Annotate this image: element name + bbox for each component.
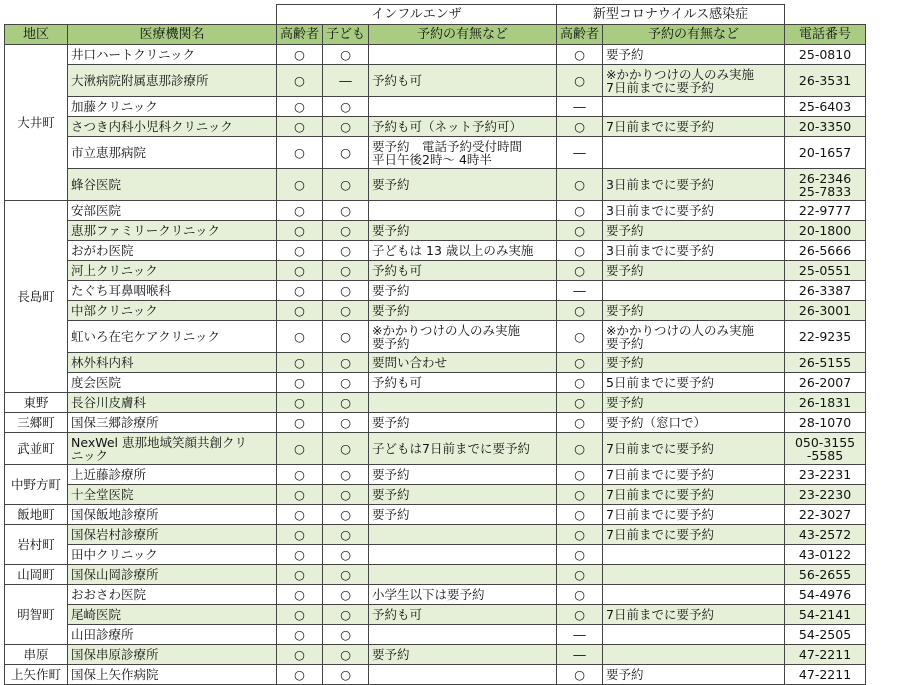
district-cell: 山岡町 bbox=[5, 565, 68, 585]
covid-elderly-cell: ○ bbox=[557, 505, 603, 525]
covid-elderly-cell: ― bbox=[557, 645, 603, 665]
influenza-children-cell: ○ bbox=[323, 545, 369, 565]
table-row bbox=[5, 221, 866, 241]
covid-notes-cell: 要予約 bbox=[603, 301, 785, 321]
influenza-children-cell: ○ bbox=[323, 505, 369, 525]
influenza-notes-cell bbox=[369, 393, 557, 413]
facility-name-cell: 田中クリニック bbox=[68, 545, 277, 565]
phone-cell: 47-2211 bbox=[785, 645, 866, 665]
covid-elderly-cell: ○ bbox=[557, 525, 603, 545]
covid-notes-cell: ※かかりつけの人のみ実施 要予約 bbox=[603, 321, 785, 353]
influenza-elderly-cell: ○ bbox=[277, 321, 323, 353]
table-row bbox=[5, 137, 866, 169]
covid-elderly-cell: ○ bbox=[557, 169, 603, 201]
district-cell: 明智町 bbox=[5, 585, 68, 645]
table-row bbox=[5, 241, 866, 261]
covid-notes-cell: 要予約 bbox=[603, 353, 785, 373]
influenza-notes-cell: 要予約 電話予約受付時間 平日午後2時～ 4時半 bbox=[369, 137, 557, 169]
district-cell: 中野方町 bbox=[5, 465, 68, 505]
phone-cell: 25-6403 bbox=[785, 97, 866, 117]
facility-name-cell: 度会医院 bbox=[68, 373, 277, 393]
influenza-children-cell: ○ bbox=[323, 373, 369, 393]
influenza-children-cell: ○ bbox=[323, 353, 369, 373]
facility-name-cell: 井口ハートクリニック bbox=[68, 45, 277, 65]
influenza-elderly-cell: ○ bbox=[277, 465, 323, 485]
phone-cell: 20-3350 bbox=[785, 117, 866, 137]
influenza-notes-cell bbox=[369, 45, 557, 65]
covid-notes-cell bbox=[603, 565, 785, 585]
covid-elderly-cell: ○ bbox=[557, 117, 603, 137]
district-cell: 串原 bbox=[5, 645, 68, 665]
group-header-influenza: インフルエンザ bbox=[277, 5, 557, 25]
district-cell: 三郷町 bbox=[5, 413, 68, 433]
influenza-notes-cell: 要予約 bbox=[369, 169, 557, 201]
influenza-children-cell: ○ bbox=[323, 625, 369, 645]
table-row bbox=[5, 117, 866, 137]
covid-elderly-cell: ○ bbox=[557, 241, 603, 261]
covid-elderly-cell: ― bbox=[557, 281, 603, 301]
facility-name-cell: 十全堂医院 bbox=[68, 485, 277, 505]
covid-notes-cell: 7日前までに要予約 bbox=[603, 433, 785, 465]
covid-notes-cell: 要予約 bbox=[603, 665, 785, 685]
covid-elderly-cell: ○ bbox=[557, 353, 603, 373]
covid-notes-cell bbox=[603, 137, 785, 169]
influenza-children-cell: ○ bbox=[323, 241, 369, 261]
facility-name-cell: 国保三郷診療所 bbox=[68, 413, 277, 433]
covid-elderly-cell: ○ bbox=[557, 65, 603, 97]
table-row bbox=[5, 393, 866, 413]
influenza-children-cell: ○ bbox=[323, 485, 369, 505]
influenza-elderly-cell: ○ bbox=[277, 301, 323, 321]
column-header-facility: 医療機関名 bbox=[68, 25, 277, 45]
influenza-notes-cell: 予約も可 bbox=[369, 605, 557, 625]
influenza-elderly-cell: ○ bbox=[277, 545, 323, 565]
phone-cell: 47-2211 bbox=[785, 665, 866, 685]
header-spacer bbox=[5, 5, 277, 25]
influenza-children-cell: ○ bbox=[323, 645, 369, 665]
table-row bbox=[5, 485, 866, 505]
influenza-notes-cell: 小学生以下は要予約 bbox=[369, 585, 557, 605]
influenza-children-cell: ○ bbox=[323, 393, 369, 413]
facility-name-cell: 林外科内科 bbox=[68, 353, 277, 373]
phone-cell: 26-3531 bbox=[785, 65, 866, 97]
covid-notes-cell: 要予約 bbox=[603, 45, 785, 65]
influenza-notes-cell: 予約も可（ネット予約可） bbox=[369, 117, 557, 137]
covid-elderly-cell: ○ bbox=[557, 665, 603, 685]
covid-elderly-cell: ― bbox=[557, 625, 603, 645]
covid-elderly-cell: ― bbox=[557, 97, 603, 117]
influenza-elderly-cell: ○ bbox=[277, 45, 323, 65]
covid-notes-cell: 要予約 bbox=[603, 393, 785, 413]
influenza-elderly-cell: ○ bbox=[277, 605, 323, 625]
covid-notes-cell: 7日前までに要予約 bbox=[603, 525, 785, 545]
influenza-children-cell: ○ bbox=[323, 605, 369, 625]
column-header-elderly: 高齢者 bbox=[277, 25, 323, 45]
influenza-elderly-cell: ○ bbox=[277, 97, 323, 117]
phone-cell: 22-9777 bbox=[785, 201, 866, 221]
covid-notes-cell: 7日前までに要予約 bbox=[603, 465, 785, 485]
influenza-elderly-cell: ○ bbox=[277, 625, 323, 645]
covid-notes-cell: 要予約 bbox=[603, 261, 785, 281]
covid-notes-cell: 要予約（窓口で） bbox=[603, 413, 785, 433]
column-header-influenza-notes: 予約の有無など bbox=[369, 25, 557, 45]
influenza-children-cell: ○ bbox=[323, 117, 369, 137]
influenza-notes-cell: 子どもは 13 歳以上のみ実施 bbox=[369, 241, 557, 261]
covid-notes-cell: 3日前までに要予約 bbox=[603, 169, 785, 201]
column-header-covid-notes: 予約の有無など bbox=[603, 25, 785, 45]
table-row bbox=[5, 97, 866, 117]
facility-name-cell: 国保串原診療所 bbox=[68, 645, 277, 665]
covid-notes-cell bbox=[603, 281, 785, 301]
covid-elderly-cell: ○ bbox=[557, 393, 603, 413]
influenza-notes-cell: 予約も可 bbox=[369, 261, 557, 281]
influenza-notes-cell: 要予約 bbox=[369, 413, 557, 433]
facility-name-cell: 安部医院 bbox=[68, 201, 277, 221]
influenza-notes-cell: 要予約 bbox=[369, 301, 557, 321]
covid-elderly-cell: ― bbox=[557, 137, 603, 169]
influenza-elderly-cell: ○ bbox=[277, 169, 323, 201]
table-row bbox=[5, 65, 866, 97]
influenza-elderly-cell: ○ bbox=[277, 281, 323, 301]
influenza-elderly-cell: ○ bbox=[277, 241, 323, 261]
table-body bbox=[5, 45, 866, 685]
table-row bbox=[5, 545, 866, 565]
covid-notes-cell: ※かかりつけの人のみ実施 7日前までに要予約 bbox=[603, 65, 785, 97]
phone-cell: 26-1831 bbox=[785, 393, 866, 413]
table-row bbox=[5, 505, 866, 525]
covid-notes-cell: 7日前までに要予約 bbox=[603, 605, 785, 625]
influenza-elderly-cell: ○ bbox=[277, 137, 323, 169]
table-row bbox=[5, 645, 866, 665]
influenza-notes-cell: 要予約 bbox=[369, 505, 557, 525]
facility-name-cell: 虹いろ在宅ケアクリニック bbox=[68, 321, 277, 353]
covid-elderly-cell: ○ bbox=[557, 465, 603, 485]
phone-cell: 20-1657 bbox=[785, 137, 866, 169]
phone-cell: 56-2655 bbox=[785, 565, 866, 585]
phone-cell: 22-9235 bbox=[785, 321, 866, 353]
table-row bbox=[5, 261, 866, 281]
phone-cell: 20-1800 bbox=[785, 221, 866, 241]
phone-cell: 26-3387 bbox=[785, 281, 866, 301]
phone-cell: 54-2505 bbox=[785, 625, 866, 645]
table-row bbox=[5, 465, 866, 485]
covid-elderly-cell: ○ bbox=[557, 373, 603, 393]
influenza-notes-cell: 要予約 bbox=[369, 645, 557, 665]
influenza-elderly-cell: ○ bbox=[277, 433, 323, 465]
influenza-children-cell: ○ bbox=[323, 261, 369, 281]
facility-name-cell: 長谷川皮膚科 bbox=[68, 393, 277, 413]
influenza-elderly-cell: ○ bbox=[277, 413, 323, 433]
clinic-table bbox=[4, 4, 866, 685]
influenza-children-cell: ○ bbox=[323, 45, 369, 65]
table-row bbox=[5, 169, 866, 201]
influenza-elderly-cell: ○ bbox=[277, 393, 323, 413]
covid-elderly-cell: ○ bbox=[557, 45, 603, 65]
covid-notes-cell: 7日前までに要予約 bbox=[603, 117, 785, 137]
facility-name-cell: 大湫病院附属恵那診療所 bbox=[68, 65, 277, 97]
influenza-children-cell: ○ bbox=[323, 413, 369, 433]
influenza-children-cell: ○ bbox=[323, 321, 369, 353]
facility-name-cell: 尾崎医院 bbox=[68, 605, 277, 625]
influenza-elderly-cell: ○ bbox=[277, 585, 323, 605]
influenza-children-cell: ○ bbox=[323, 665, 369, 685]
group-header-covid: 新型コロナウイルス感染症 bbox=[557, 5, 785, 25]
covid-notes-cell: 7日前までに要予約 bbox=[603, 505, 785, 525]
influenza-children-cell: ― bbox=[323, 65, 369, 97]
influenza-children-cell: ○ bbox=[323, 465, 369, 485]
covid-elderly-cell: ○ bbox=[557, 321, 603, 353]
influenza-notes-cell bbox=[369, 97, 557, 117]
table-row bbox=[5, 433, 866, 465]
influenza-elderly-cell: ○ bbox=[277, 565, 323, 585]
covid-elderly-cell: ○ bbox=[557, 261, 603, 281]
phone-cell: 54-4976 bbox=[785, 585, 866, 605]
facility-name-cell: 国保上矢作病院 bbox=[68, 665, 277, 685]
table-row bbox=[5, 665, 866, 685]
influenza-notes-cell bbox=[369, 665, 557, 685]
influenza-elderly-cell: ○ bbox=[277, 201, 323, 221]
column-header-covid-elderly: 高齢者 bbox=[557, 25, 603, 45]
facility-name-cell: 蜂谷医院 bbox=[68, 169, 277, 201]
header-spacer bbox=[785, 5, 866, 25]
influenza-notes-cell bbox=[369, 545, 557, 565]
influenza-children-cell: ○ bbox=[323, 201, 369, 221]
phone-cell: 28-1070 bbox=[785, 413, 866, 433]
facility-name-cell: 中部クリニック bbox=[68, 301, 277, 321]
influenza-elderly-cell: ○ bbox=[277, 485, 323, 505]
phone-cell: 050-3155 -5585 bbox=[785, 433, 866, 465]
phone-cell: 26-5666 bbox=[785, 241, 866, 261]
covid-elderly-cell: ○ bbox=[557, 413, 603, 433]
column-header-district: 地区 bbox=[5, 25, 68, 45]
table-row bbox=[5, 45, 866, 65]
facility-name-cell: 国保岩村診療所 bbox=[68, 525, 277, 545]
influenza-children-cell: ○ bbox=[323, 585, 369, 605]
influenza-elderly-cell: ○ bbox=[277, 261, 323, 281]
influenza-elderly-cell: ○ bbox=[277, 221, 323, 241]
phone-cell: 25-0551 bbox=[785, 261, 866, 281]
covid-elderly-cell: ○ bbox=[557, 221, 603, 241]
influenza-notes-cell bbox=[369, 625, 557, 645]
covid-notes-cell bbox=[603, 625, 785, 645]
influenza-elderly-cell: ○ bbox=[277, 645, 323, 665]
table-row bbox=[5, 373, 866, 393]
table-row bbox=[5, 585, 866, 605]
district-cell: 長島町 bbox=[5, 201, 68, 393]
facility-name-cell: 国保山岡診療所 bbox=[68, 565, 277, 585]
influenza-notes-cell bbox=[369, 565, 557, 585]
influenza-notes-cell bbox=[369, 525, 557, 545]
district-cell: 大井町 bbox=[5, 45, 68, 201]
facility-name-cell: さつき内科小児科クリニック bbox=[68, 117, 277, 137]
covid-elderly-cell: ○ bbox=[557, 545, 603, 565]
covid-elderly-cell: ○ bbox=[557, 565, 603, 585]
influenza-elderly-cell: ○ bbox=[277, 665, 323, 685]
influenza-elderly-cell: ○ bbox=[277, 65, 323, 97]
influenza-children-cell: ○ bbox=[323, 281, 369, 301]
phone-cell: 26-2007 bbox=[785, 373, 866, 393]
table-row bbox=[5, 353, 866, 373]
influenza-elderly-cell: ○ bbox=[277, 525, 323, 545]
phone-cell: 43-0122 bbox=[785, 545, 866, 565]
influenza-notes-cell: 要予約 bbox=[369, 281, 557, 301]
covid-elderly-cell: ○ bbox=[557, 201, 603, 221]
covid-elderly-cell: ○ bbox=[557, 485, 603, 505]
covid-notes-cell: 要予約 bbox=[603, 221, 785, 241]
table-row bbox=[5, 201, 866, 221]
influenza-elderly-cell: ○ bbox=[277, 373, 323, 393]
phone-cell: 25-0810 bbox=[785, 45, 866, 65]
influenza-elderly-cell: ○ bbox=[277, 505, 323, 525]
phone-cell: 23-2231 bbox=[785, 465, 866, 485]
facility-name-cell: NexWel 恵那地域笑顔共創クリ ニック bbox=[68, 433, 277, 465]
influenza-children-cell: ○ bbox=[323, 97, 369, 117]
influenza-children-cell: ○ bbox=[323, 525, 369, 545]
facility-name-cell: たぐち耳鼻咽喉科 bbox=[68, 281, 277, 301]
phone-cell: 26-3001 bbox=[785, 301, 866, 321]
table-row bbox=[5, 301, 866, 321]
table-row bbox=[5, 525, 866, 545]
district-cell: 武並町 bbox=[5, 433, 68, 465]
covid-elderly-cell: ○ bbox=[557, 605, 603, 625]
influenza-notes-cell: 予約も可 bbox=[369, 373, 557, 393]
district-cell: 東野 bbox=[5, 393, 68, 413]
influenza-children-cell: ○ bbox=[323, 433, 369, 465]
covid-notes-cell: 7日前までに要予約 bbox=[603, 485, 785, 505]
influenza-notes-cell: 要問い合わせ bbox=[369, 353, 557, 373]
facility-name-cell: 加藤クリニック bbox=[68, 97, 277, 117]
covid-notes-cell bbox=[603, 97, 785, 117]
phone-cell: 54-2141 bbox=[785, 605, 866, 625]
influenza-children-cell: ○ bbox=[323, 301, 369, 321]
covid-notes-cell bbox=[603, 585, 785, 605]
table-row bbox=[5, 625, 866, 645]
covid-elderly-cell: ○ bbox=[557, 301, 603, 321]
facility-name-cell: 市立恵那病院 bbox=[68, 137, 277, 169]
influenza-notes-cell: 要予約 bbox=[369, 485, 557, 505]
facility-name-cell: 国保飯地診療所 bbox=[68, 505, 277, 525]
table-row bbox=[5, 413, 866, 433]
influenza-children-cell: ○ bbox=[323, 137, 369, 169]
influenza-children-cell: ○ bbox=[323, 565, 369, 585]
table-row bbox=[5, 281, 866, 301]
district-cell: 岩村町 bbox=[5, 525, 68, 565]
column-header-phone: 電話番号 bbox=[785, 25, 866, 45]
influenza-elderly-cell: ○ bbox=[277, 353, 323, 373]
covid-notes-cell: 3日前までに要予約 bbox=[603, 241, 785, 261]
influenza-notes-cell: 要予約 bbox=[369, 221, 557, 241]
table-row bbox=[5, 565, 866, 585]
facility-name-cell: 恵那ファミリークリニック bbox=[68, 221, 277, 241]
influenza-notes-cell bbox=[369, 201, 557, 221]
covid-elderly-cell: ○ bbox=[557, 433, 603, 465]
influenza-children-cell: ○ bbox=[323, 221, 369, 241]
covid-notes-cell: 5日前までに要予約 bbox=[603, 373, 785, 393]
influenza-elderly-cell: ○ bbox=[277, 117, 323, 137]
influenza-notes-cell: ※かかりつけの人のみ実施 要予約 bbox=[369, 321, 557, 353]
phone-cell: 26-2346 25-7833 bbox=[785, 169, 866, 201]
influenza-children-cell: ○ bbox=[323, 169, 369, 201]
covid-notes-cell: 3日前までに要予約 bbox=[603, 201, 785, 221]
facility-name-cell: おおさわ医院 bbox=[68, 585, 277, 605]
district-cell: 飯地町 bbox=[5, 505, 68, 525]
phone-cell: 43-2572 bbox=[785, 525, 866, 545]
facility-name-cell: 上近藤診療所 bbox=[68, 465, 277, 485]
facility-name-cell: 河上クリニック bbox=[68, 261, 277, 281]
covid-elderly-cell: ○ bbox=[557, 585, 603, 605]
phone-cell: 22-3027 bbox=[785, 505, 866, 525]
facility-name-cell: 山田診療所 bbox=[68, 625, 277, 645]
facility-name-cell: おがわ医院 bbox=[68, 241, 277, 261]
phone-cell: 26-5155 bbox=[785, 353, 866, 373]
table-row bbox=[5, 321, 866, 353]
table-row bbox=[5, 605, 866, 625]
phone-cell: 23-2230 bbox=[785, 485, 866, 505]
covid-notes-cell bbox=[603, 545, 785, 565]
district-cell: 上矢作町 bbox=[5, 665, 68, 685]
influenza-notes-cell: 子どもは7日前までに要予約 bbox=[369, 433, 557, 465]
column-header-children: 子ども bbox=[323, 25, 369, 45]
influenza-notes-cell: 要予約 bbox=[369, 465, 557, 485]
influenza-notes-cell: 予約も可 bbox=[369, 65, 557, 97]
covid-notes-cell bbox=[603, 645, 785, 665]
